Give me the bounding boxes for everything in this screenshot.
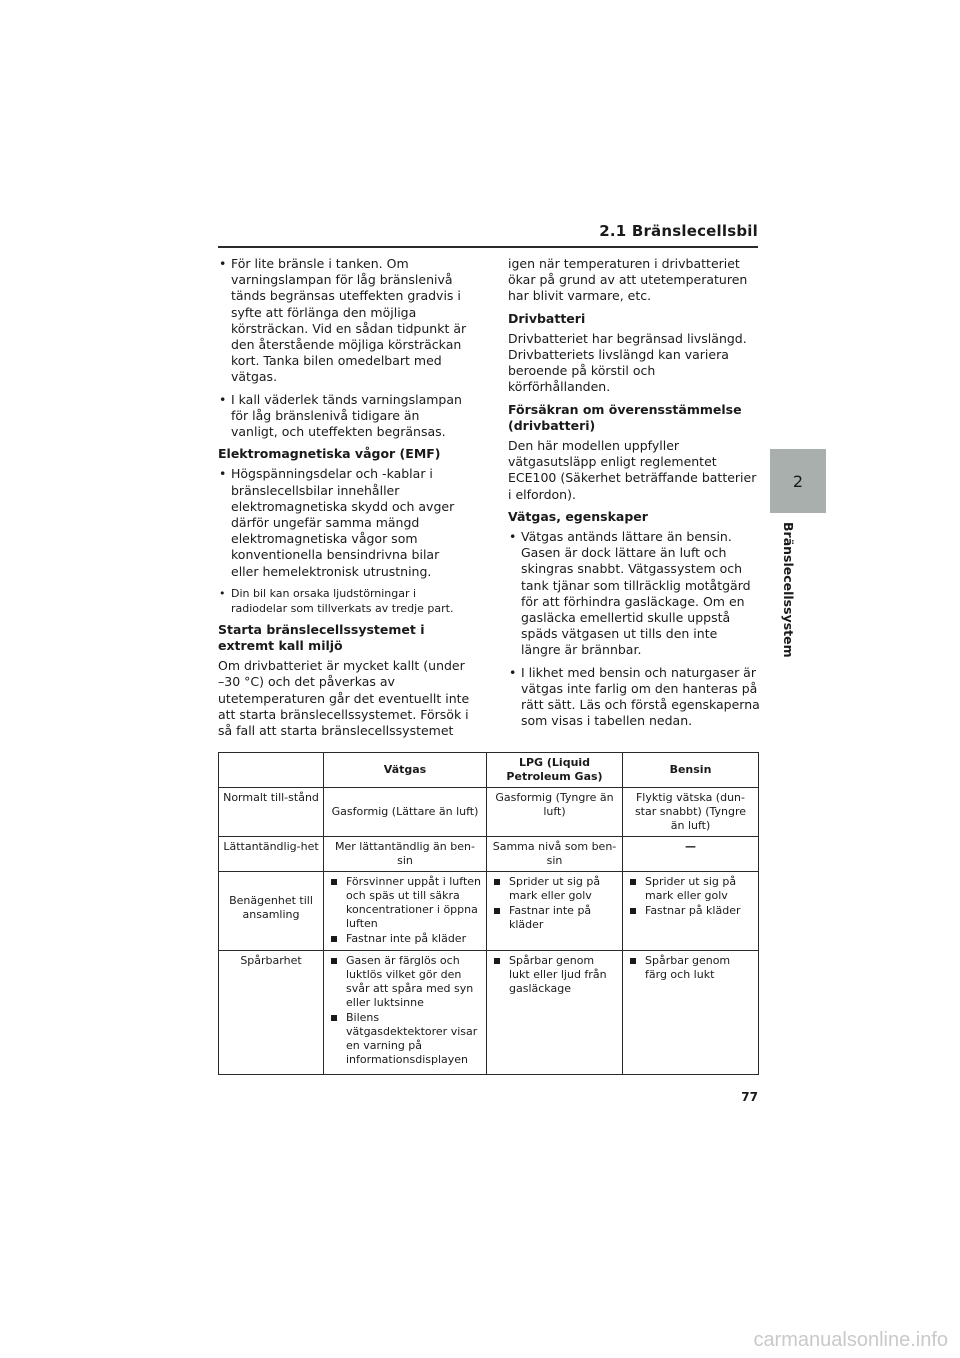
heading-conformity: Försäkran om överensstämmelse (drivbatteri) xyxy=(508,401,742,433)
cell-flammable-lpg: Samma nivå som ben-sin xyxy=(487,837,623,872)
bullet-cold-weather: • I kall väderlek tänds varningslampan för låg bränslenivå tidigare än vanligt, och uteffekten begränsas. xyxy=(218,392,470,441)
cell-trace-bensin xyxy=(623,951,759,1075)
paragraph-conformity: Den här modellen uppfyller vätgasutsläpp enligt reglementet ECE100 (Säkerhet beträffande batterier i elfordon). xyxy=(508,438,757,502)
list-item: Spårbar genom färg och lukt xyxy=(627,954,754,982)
row-label-flammable: Lättantändlig-het xyxy=(219,837,324,872)
cell-tendency-vatgas xyxy=(324,872,487,951)
chapter-label: Bränslecellssystem xyxy=(781,522,796,658)
list-item: Sprider ut sig på mark eller golv xyxy=(627,875,754,903)
cell-normal-bensin: Flyktig vätska (dun-star snabbt) (Tyngre än luft) xyxy=(623,788,759,837)
cell-flammable-bensin: — xyxy=(623,837,759,872)
cell-trace-lpg xyxy=(487,951,623,1075)
table-header-bensin: Bensin xyxy=(623,753,759,788)
left-column xyxy=(218,256,470,745)
chapter-number: 2 xyxy=(792,471,804,491)
row-label-tendency: Benägenhet till ansamling xyxy=(219,872,324,951)
heading-cold-start: Starta bränslecellssystemet i extremt kall miljö xyxy=(218,621,425,654)
list-item: Fastnar på kläder xyxy=(627,904,754,918)
table-header-vatgas: Vätgas xyxy=(324,753,487,788)
bullet-hydrogen-ignition: • Vätgas antänds lättare än bensin. Gasen är dock lättare än luft och skingras snabbt. Vätgassystem och tank tjänar som tillräcklig motåtgärd för att förhindra gasläckage. Om en gasläcka emellertid skulle uppstå späds vätgasen ut tills den inte längre är brännbar. xyxy=(508,529,760,659)
bullet-hydrogen-safety: • I likhet med bensin och naturgaser är vätgas inte farlig om den hanteras på rätt sätt. Läs och förstå egenskaperna som visas i tabellen nedan. xyxy=(508,665,760,730)
paragraph-continued: igen när temperaturen i drivbatteriet ökar på grund av att utetemperaturen har blivit varmare, etc. xyxy=(508,256,748,304)
cell-trace-vatgas xyxy=(324,951,487,1075)
chapter-tab xyxy=(770,449,826,513)
heading-hydrogen: Vätgas, egenskaper xyxy=(508,508,648,524)
list-item: Sprider ut sig på mark eller golv xyxy=(491,875,618,903)
table-row xyxy=(219,951,759,1075)
paragraph-drive-battery: Drivbatteriet har begränsad livslängd. Drivbatteriets livslängd kan variera beroende på körstil och körförhållanden. xyxy=(508,330,747,395)
list-item: Bilens vätgasdektektorer visar en varning på informationsdisplayen xyxy=(328,1011,482,1067)
table-header-row xyxy=(219,753,759,788)
list-item: Gasen är färglös och luktlös vilket gör den svår att spåra med syn eller luktsinne xyxy=(328,954,482,1010)
row-label-normal: Normalt till-stånd xyxy=(219,788,324,837)
page-number: 77 xyxy=(741,1090,758,1104)
cell-tendency-bensin xyxy=(623,872,759,951)
list-item: Fastnar inte på kläder xyxy=(491,904,618,932)
list-item: Spårbar genom lukt eller ljud från gasläckage xyxy=(491,954,618,996)
table-row xyxy=(219,788,759,837)
table-header-empty xyxy=(219,753,324,788)
bullet-emf-radio: • Din bil kan orsaka ljudstörningar i radiodelar som tillverkats av tredje part. xyxy=(218,586,470,616)
list-item: Fastnar inte på kläder xyxy=(328,932,482,946)
bullet-low-fuel: • För lite bränsle i tanken. Om varningslampan för låg bränslenivå tänds begränsas uteffekten gradvis i syfte att förlänga den möjliga körsträckan. Vid en sådan tidpunkt är den återstående möjliga körsträckan kort. Tanka bilen omedelbart med vätgas. xyxy=(218,256,470,386)
cell-normal-lpg: Gasformig (Tyngre än luft) xyxy=(487,788,623,837)
cell-flammable-vatgas: Mer lättantändlig än ben-sin xyxy=(324,837,487,872)
cell-normal-vatgas: Gasformig (Lättare än luft) xyxy=(324,788,487,837)
cell-tendency-lpg xyxy=(487,872,623,951)
list-item: Försvinner uppåt i luften och späs ut till säkra koncentrationer i öppna luften xyxy=(328,875,482,931)
table-row xyxy=(219,872,759,951)
header-divider xyxy=(218,246,758,248)
row-label-trace: Spårbarhet xyxy=(219,951,324,1075)
properties-table xyxy=(218,752,759,1075)
heading-emf: Elektromagnetiska vågor (EMF) xyxy=(218,446,441,462)
right-column xyxy=(508,256,760,735)
table-row xyxy=(219,837,759,872)
section-title: 2.1 Bränslecellsbil xyxy=(599,222,758,240)
watermark: carmanualsonline.info xyxy=(753,1329,948,1351)
paragraph-cold-start: Om drivbatteriet är mycket kallt (under –30 °C) och det påverkas av utetemperaturen går det eventuellt inte att starta bränslecellssystemet. Försök i så fall att starta bränslecellssystemet xyxy=(218,658,470,739)
table-header-lpg: LPG (Liquid Petroleum Gas) xyxy=(487,753,623,788)
bullet-emf: • Högspänningsdelar och -kablar i bränslecellsbilar innehåller elektromagnetiska skydd och avger därför ungefär samma mängd elektromagnetiska vågor som konventionella bensindrivna bilar eller hemelektronisk utrustning. xyxy=(218,466,470,579)
heading-drive-battery: Drivbatteri xyxy=(508,310,586,326)
